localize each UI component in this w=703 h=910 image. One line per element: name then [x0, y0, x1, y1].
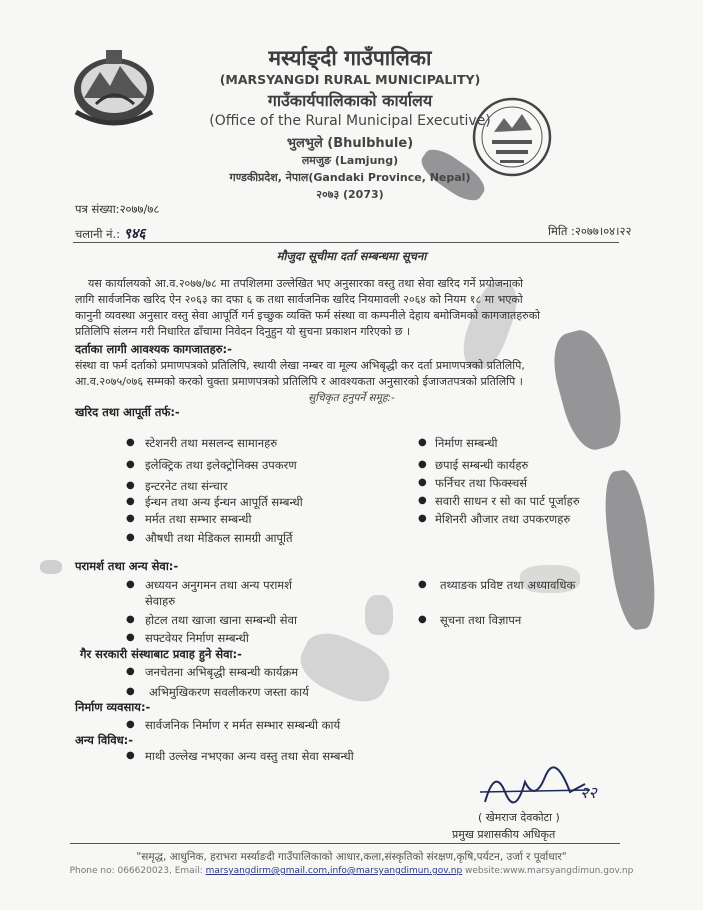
list-item: सवारी साधन र सो का पार्ट पूर्जाहरु [435, 494, 580, 508]
list-item: तथ्याङक प्रविष्ट तथा अध्यावधिक [440, 578, 576, 592]
bullet-icon: ● [126, 632, 135, 643]
list-subtitle: सुचिकृत हनुपर्ने समूह:- [308, 392, 395, 404]
footer-divider [70, 843, 620, 844]
list-item: अध्ययन अनुगमन तथा अन्य परामर्श [145, 578, 292, 592]
letter-number [75, 202, 159, 217]
letter-number-value: २०७७/७८ [119, 202, 160, 216]
signatory-designation: प्रमुख प्रशासकीय अधिकृत [452, 828, 556, 841]
list-item: अभिमुखिकरण सवलीकरण जस्ता कार्य [149, 685, 309, 699]
misc-heading: अन्य विविध:- [75, 733, 134, 747]
bullet-icon: ● [126, 719, 135, 730]
bullet-icon: ● [418, 513, 427, 524]
bullet-icon: ● [126, 532, 135, 543]
supply-heading: खरिद तथा आपूर्ती तर्फ:- [75, 405, 180, 419]
consult-heading: परामर्श तथा अन्य सेवा:- [75, 559, 179, 573]
letter-date-label: मिति : [548, 224, 575, 238]
list-item: सूचना तथा विज्ञापन [440, 613, 522, 627]
list-item: इलेक्ट्रिक तथा इलेक्ट्रोनिक्स उपकरण [145, 458, 297, 472]
bullet-icon: ● [418, 579, 427, 590]
letter-date [548, 224, 631, 239]
ink-stain [545, 325, 629, 455]
municipality-name-np: मर्स्याङ्दी गाउँपालिका [268, 46, 432, 70]
list-item: छपाई सम्बन्धी कार्यहरु [435, 458, 529, 472]
bullet-icon: ● [126, 750, 135, 761]
construction-heading: निर्माण व्यवसाय:- [75, 700, 151, 714]
list-item: फर्निचर तथा फिक्स्चर्स [435, 476, 528, 490]
list-item: सार्वजनिक निर्माण र मर्मत सम्भार सम्बन्धी कार्य [145, 718, 341, 732]
bullet-icon: ● [126, 513, 135, 524]
ink-stain [599, 468, 661, 632]
signatory-name: ( खेमराज देवकोटा ) [478, 811, 560, 824]
footer-phone: Phone no: 066620023, Email: [69, 866, 206, 876]
list-item: इन्टरनेट तथा संन्चार [145, 479, 228, 493]
bullet-icon: ● [126, 666, 135, 677]
bullet-icon: ● [126, 480, 135, 491]
notice-paragraph-line: लागि सार्वजनिक खरिद ऐन २०६३ का दफा ६ क तथा सार्वजनिक खरिद नियमावली २०६४ को नियम १८ मा भएको [75, 293, 523, 306]
place-name: भुलभुले (Bhulbhule) [286, 136, 414, 151]
letter-date-value: २०७७।०४।२२ [574, 224, 632, 238]
nepal-emblem-icon [68, 42, 160, 126]
district-name: लमजुङ (Lamjung) [301, 154, 399, 167]
signature-scribble [475, 762, 625, 810]
letter-number-label: पत्र संख्या: [75, 202, 120, 216]
municipality-name-en: (MARSYANGDI RURAL MUNICIPALITY) [219, 72, 481, 87]
dispatch-number-value: ९४६ [123, 226, 146, 242]
footer-contact [0, 866, 703, 876]
bullet-icon: ● [126, 579, 135, 590]
footer-motto: "समृद्ध, आधुनिक, हराभरा मर्स्याङदी गाउँपालिकाको आधार,कला,संस्कृतिको संरक्षण,कृषि,पर्यटन, उर्जा र पूर्वाधार" [136, 851, 567, 863]
required-docs-line: संस्था वा फर्म दर्ताको प्रमाणपत्रको प्रतिलिपि, स्थायी लेखा नम्बर वा मूल्य अभिबृद्धी कर दर्ता प्रमाणपत्रको प्रतिलिपि, [75, 359, 525, 372]
office-name-en: (Office of the Rural Municipal Executive) [209, 113, 491, 129]
header-divider [73, 242, 619, 243]
required-docs-line: आ.व.२०७५/०७६ सम्मको करको चुक्ता प्रमाणपत्रको प्रतिलिपि र आवश्यकता अनुसारको ईजाजतपत्रको प्रतिलिपि । [75, 375, 523, 388]
ink-stain [40, 560, 62, 574]
footer-email-link[interactable]: marsyangdirm@gmail.com,info@marsyangdimun.gov.np [205, 866, 463, 876]
bullet-icon: ● [126, 437, 135, 448]
bullet-icon: ● [418, 495, 427, 506]
list-item: निर्माण सम्बन्धी [435, 436, 498, 450]
bullet-icon: ● [126, 496, 135, 507]
bullet-icon: ● [126, 614, 135, 625]
list-item: मर्मत तथा सम्भार सम्बन्धी [145, 512, 252, 526]
list-item: ईन्धन तथा अन्य ईन्धन आपूर्ति सम्बन्धी [145, 495, 303, 509]
bullet-icon: ● [418, 614, 427, 625]
notice-paragraph-line: प्रतिलिपि संलग्न गरी निधारित ढाँचामा निवेदन दिनुहुन यो सुचना प्रकाशन गरिएको छ । [75, 325, 411, 338]
dispatch-number-label: चलानी नं.: [75, 227, 121, 241]
dispatch-number [75, 224, 146, 243]
list-item: माथी उल्लेख नभएका अन्य वस्तु तथा सेवा सम्बन्धी [145, 749, 354, 763]
bullet-icon: ● [418, 437, 427, 448]
province-name: गण्डकीप्रदेश, नेपाल(Gandaki Province, Nepal) [229, 171, 471, 184]
notice-paragraph-line: यस कार्यालयको आ.व.२०७७/७८ मा तपशिलमा उल्लेखित भए अनुसारका वस्तु तथा सेवा खरिद गर्ने प्रयोजनाको [88, 277, 524, 290]
list-item: होटल तथा खाजा खाना सम्बन्धी सेवा [145, 613, 297, 627]
ink-stain [365, 595, 393, 635]
required-docs-heading: दर्ताका लागी आवश्यक कागजातहरु:- [75, 342, 232, 356]
bullet-icon: ● [126, 459, 135, 470]
office-stamp-icon [470, 92, 554, 182]
office-name-np: गाउँकार्यपालिकाको कार्यालय [267, 91, 433, 110]
list-item: मेशिनरी औजार तथा उपकरणहरु [435, 512, 571, 526]
footer-website[interactable]: website:www.marsyangdimun.gov.np [462, 866, 634, 876]
list-item: सफ्टवेयर निर्माण सम्बन्धी [145, 631, 249, 645]
established-year: २०७३ (2073) [316, 188, 384, 201]
list-item: जनचेतना अभिबृद्धी सम्बन्धी कार्यक्रम [145, 665, 299, 679]
bullet-icon: ● [126, 686, 135, 697]
ngo-heading: गैर सरकारी संस्थाबाट प्रवाह हुने सेवा:- [80, 647, 242, 661]
signature-date-handwritten: २२ [580, 783, 597, 802]
list-item: स्टेशनरी तथा मसलन्द सामानहरु [145, 436, 278, 450]
bullet-icon: ● [418, 459, 427, 470]
bullet-icon: ● [418, 477, 427, 488]
notice-paragraph-line: कानुनी व्यवस्था अनुसार वस्तु सेवा आपूर्ति गर्न इच्छुक व्यक्ति फर्म संस्था वा कम्पनीले देहाय बमोजिमको कागजातहरुको [75, 309, 541, 322]
list-item-continued: सेवाहरु [145, 594, 176, 608]
notice-subject: मौजुदा सूचीमा दर्ता सम्बन्धमा सूचना [276, 249, 427, 263]
list-item: औषधी तथा मेडिकल सामग्री आपूर्ति [145, 531, 293, 545]
